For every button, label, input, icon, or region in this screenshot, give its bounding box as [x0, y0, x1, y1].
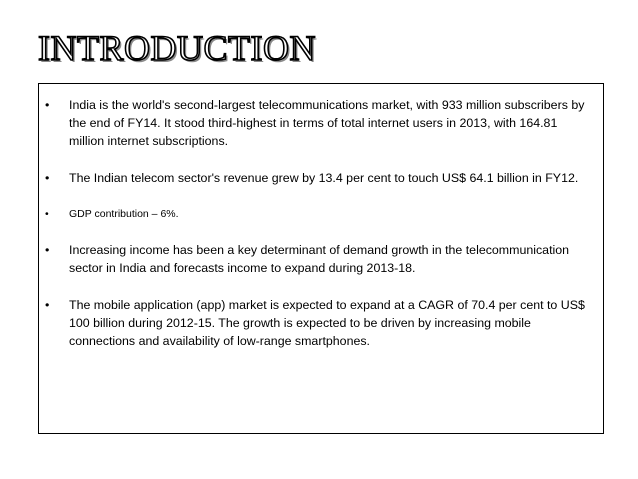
bullet-item: [45, 296, 593, 350]
bullet-icon: •: [45, 298, 50, 312]
bullet-icon: •: [45, 98, 50, 112]
bullet-text: India is the world's second-largest telecommunications market, with 933 million subscribers by the end of FY14. It stood third-highest in terms of total internet users in 2013, with 164.81 million internet subscriptions.: [69, 98, 585, 148]
bullet-list: [45, 96, 593, 350]
bullet-text: GDP contribution – 6%.: [69, 208, 179, 220]
bullet-item: [45, 241, 593, 277]
bullet-item: [45, 169, 593, 187]
slide-title: INTRODUCTION: [38, 28, 316, 68]
bullet-item: [45, 96, 593, 150]
bullet-text: The Indian telecom sector's revenue grew by 13.4 per cent to touch US$ 64.1 billion in FY12.: [69, 171, 579, 185]
bullet-icon: •: [45, 171, 50, 185]
bullet-text: The mobile application (app) market is expected to expand at a CAGR of 70.4 per cent to US$ 100 billion during 2012-15. The growth is expected to be driven by increasing mobile connections and availability of low-range smartphones.: [69, 298, 585, 348]
bullet-text: Increasing income has been a key determinant of demand growth in the telecommunication sector in India and forecasts income to expand during 2013-18.: [69, 243, 570, 275]
bullet-icon: •: [45, 208, 49, 220]
content-box: [38, 83, 604, 434]
bullet-icon: •: [45, 243, 50, 257]
bullet-item: [45, 206, 593, 222]
